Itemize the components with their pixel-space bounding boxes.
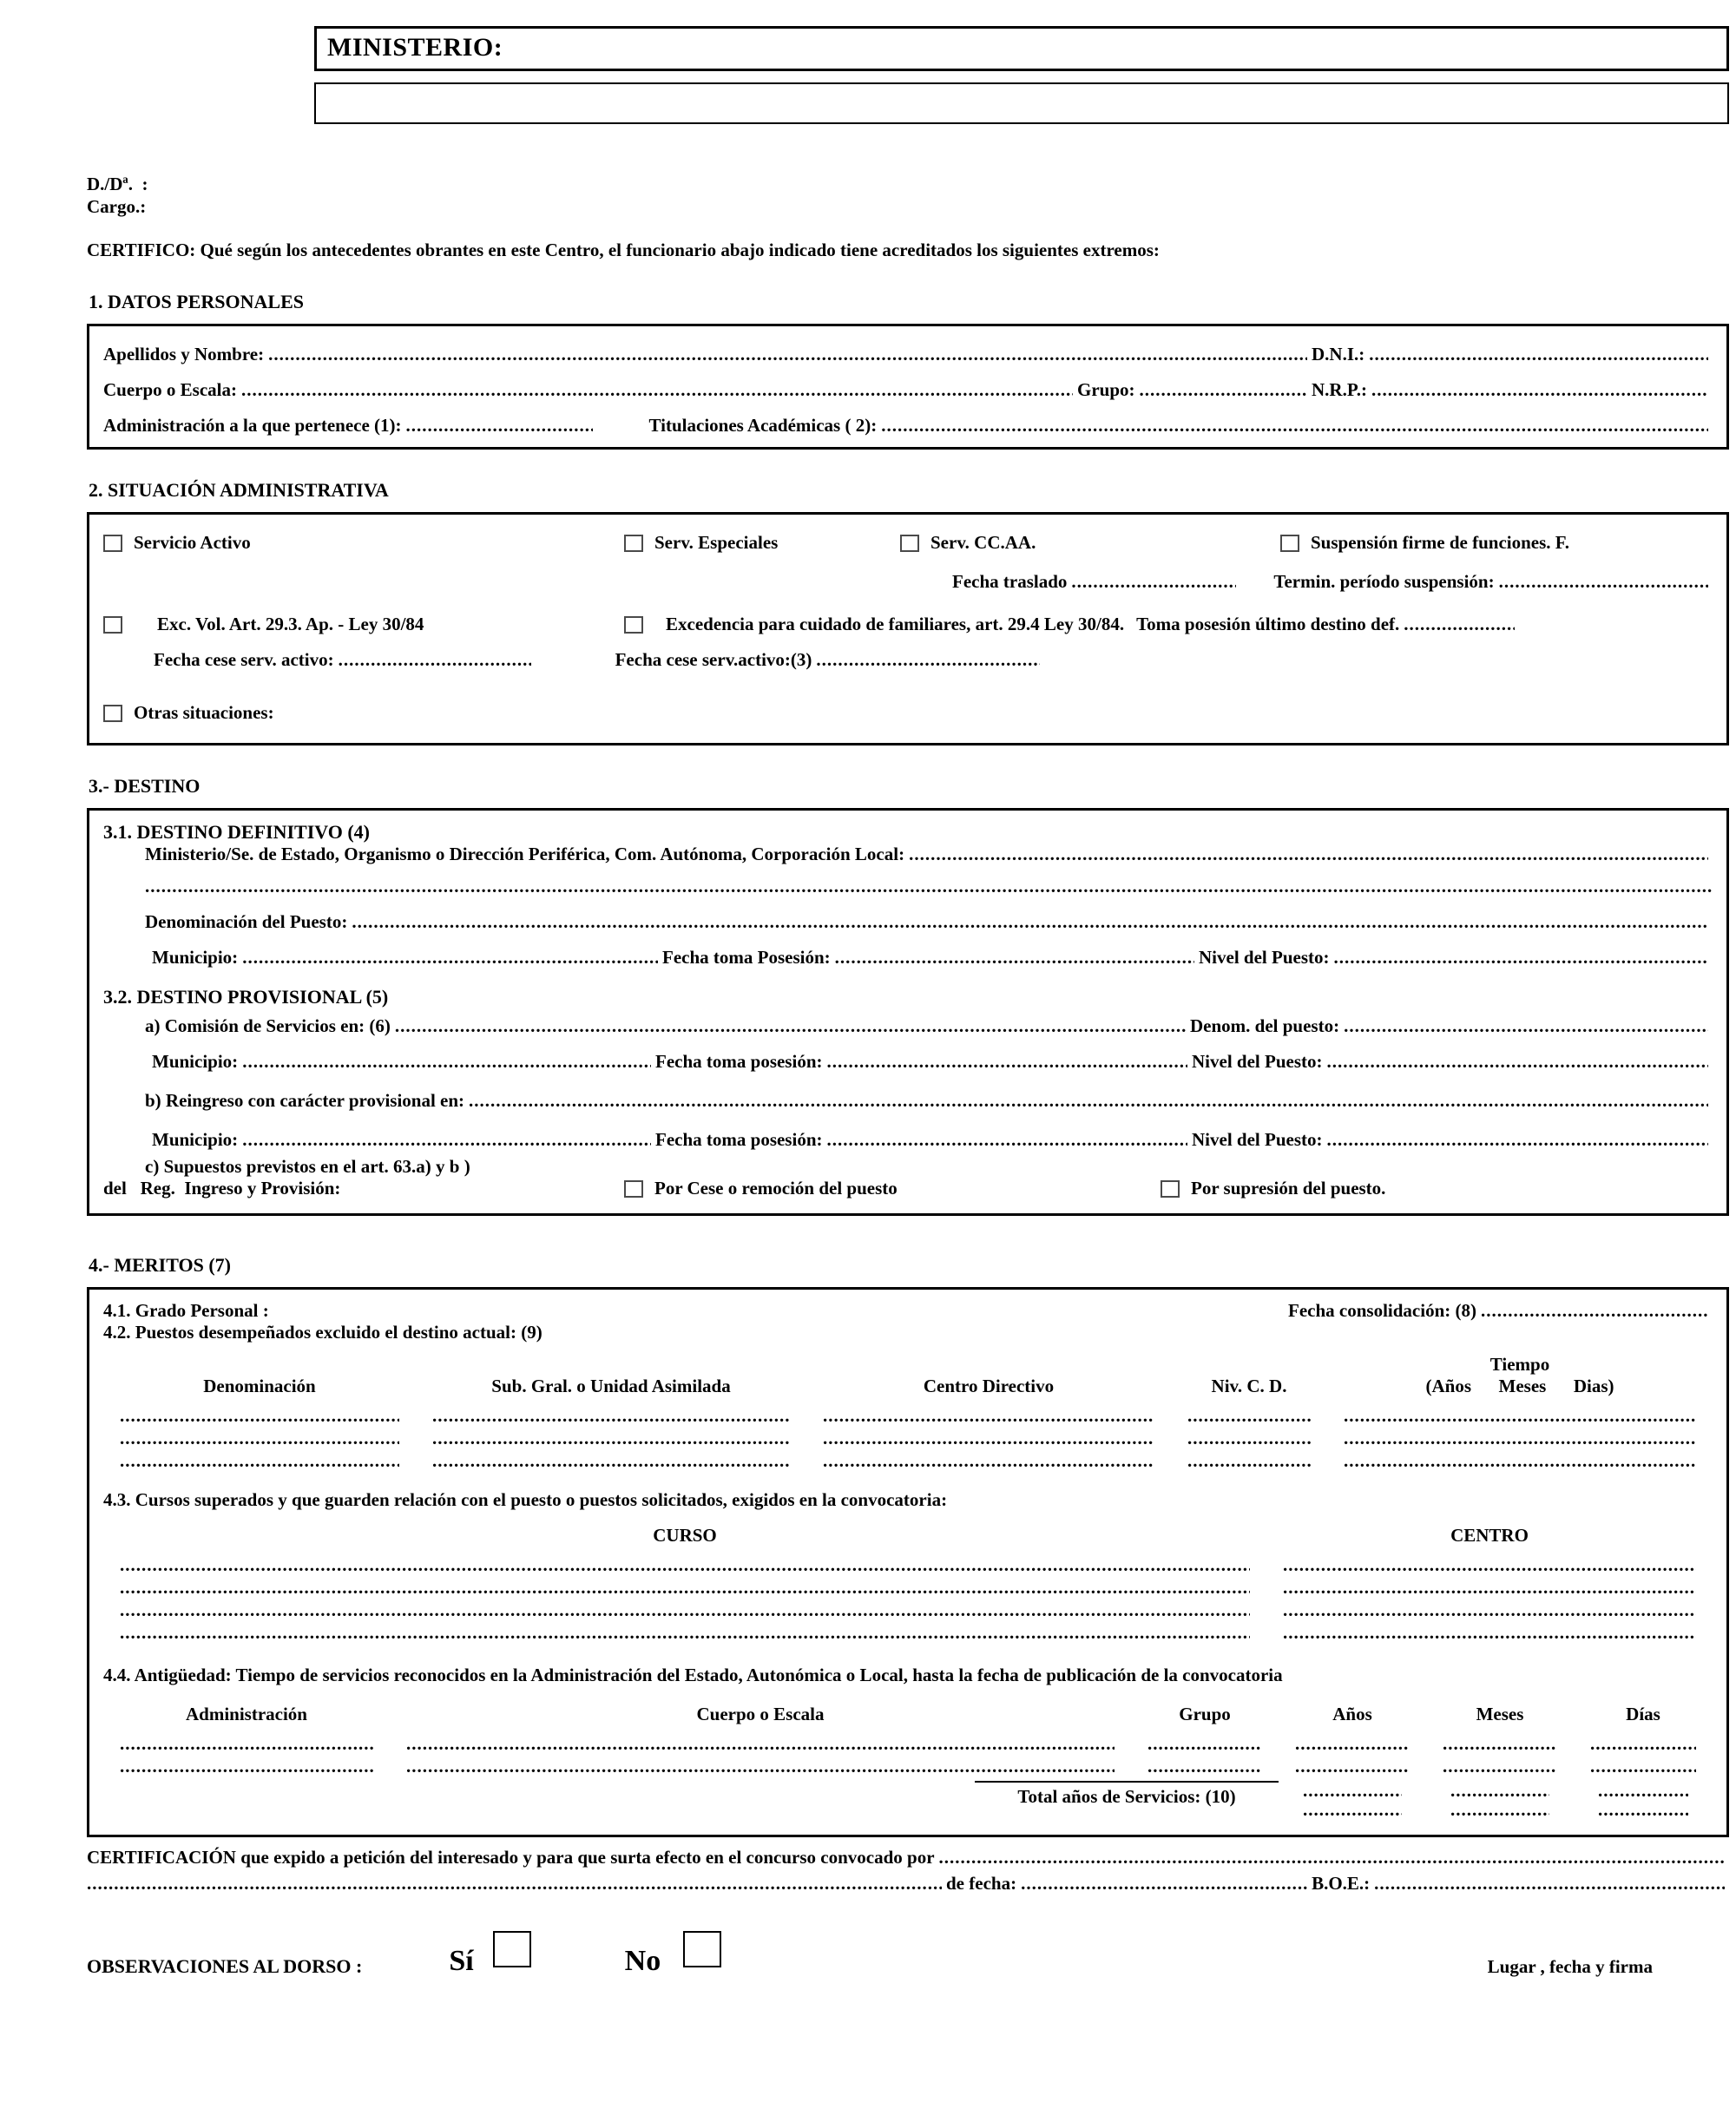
certifico-text: CERTIFICO: Qué según los antecedentes obrantes en este Centro, el funcionario abajo indicado tiene acreditados los siguientes extremos: <box>87 240 1160 260</box>
nrp-field[interactable] <box>1371 379 1708 401</box>
fecha-toma-definitivo-field[interactable] <box>835 947 1194 969</box>
reingreso-row <box>145 1090 1713 1112</box>
supuestos-row <box>103 1156 1713 1199</box>
fecha-toma-posesion-label: Fecha toma Posesión: <box>662 947 831 968</box>
denom-puesto-label: Denom. del puesto: <box>1190 1015 1340 1036</box>
col-administracion: Administración <box>185 1704 307 1724</box>
grado-row <box>103 1300 1713 1322</box>
checkbox-observaciones-no[interactable] <box>683 1931 721 1967</box>
col-sub-gral: Sub. Gral. o Unidad Asimilada <box>491 1376 731 1396</box>
col-grupo: Grupo <box>1179 1704 1231 1724</box>
intro-block <box>87 173 1729 261</box>
denominacion-row <box>145 911 1713 933</box>
col-tiempo <box>1327 1354 1713 1397</box>
certificacion-text: CERTIFICACIÓN que expido a petición del interesado y para que surta efecto en el concurso convocado por <box>87 1847 935 1868</box>
fecha-toma-reingreso-field[interactable] <box>827 1129 1188 1151</box>
nivel-comision-field[interactable] <box>1326 1051 1708 1073</box>
administracion-field[interactable] <box>406 415 593 437</box>
antiguedad-row <box>103 1755 1713 1777</box>
section-2-title: 2. SITUACIÓN ADMINISTRATIVA <box>89 479 389 501</box>
exc-vol-label: Exc. Vol. Art. 29.3. Ap. - Ley 30/84 <box>157 614 424 634</box>
comision-servicios-field[interactable] <box>395 1015 1186 1037</box>
puestos-row <box>103 1449 1713 1472</box>
antiguedad-grupo-field[interactable] <box>1147 1732 1262 1755</box>
supuestos-line1: c) Supuestos previstos en el art. 63.a) y b ) <box>145 1156 470 1177</box>
no-label: No <box>624 1945 661 1977</box>
nivel-puesto-label: Nivel del Puesto: <box>1199 947 1330 968</box>
total-anos-field[interactable] <box>1303 1781 1402 1800</box>
supuestos-label-block <box>103 1156 624 1199</box>
fecha-cese-field[interactable] <box>339 649 531 671</box>
cargo-label: Cargo.: <box>87 196 147 217</box>
checkbox-serv-ccaa[interactable] <box>900 535 919 552</box>
total-servicios-label: Total años de Servicios: (10) <box>975 1781 1279 1808</box>
puestos-tiempo-field[interactable] <box>1344 1427 1696 1449</box>
municipio-comision-field[interactable] <box>242 1051 651 1073</box>
curso-field[interactable] <box>120 1553 1250 1576</box>
nivel-puesto-label-2: Nivel del Puesto: <box>1192 1051 1323 1072</box>
antiguedad-anos-field[interactable] <box>1295 1755 1410 1777</box>
municipio-label-3: Municipio: <box>152 1129 239 1150</box>
total-meses-field-2[interactable] <box>1450 1800 1549 1819</box>
serv-ccaa-label: Serv. CC.AA. <box>930 532 1036 553</box>
antiguedad-title-row <box>103 1665 1713 1686</box>
cursos-title: 4.3. Cursos superados y que guarden relación con el puesto o puestos solicitados, exigidos en la convocatoria: <box>103 1489 948 1510</box>
puestos-row <box>103 1427 1713 1449</box>
nivel-definitivo-field[interactable] <box>1333 947 1708 969</box>
col-denominacion: Denominación <box>203 1376 316 1396</box>
datos-personales-box <box>87 324 1729 450</box>
total-servicios-row <box>103 1781 1713 1819</box>
situacion-row-1 <box>103 532 1713 554</box>
puestos-centro-field[interactable] <box>823 1427 1154 1449</box>
curso-field[interactable] <box>120 1621 1250 1644</box>
certificacion-row-2 <box>87 1870 1729 1896</box>
titulaciones-field[interactable] <box>881 415 1708 437</box>
denom-puesto-field[interactable] <box>1344 1015 1708 1037</box>
organismo-field-2[interactable] <box>145 876 1713 897</box>
fecha-traslado-field[interactable] <box>1071 571 1236 593</box>
curso-field[interactable] <box>120 1576 1250 1599</box>
puestos-centro-field[interactable] <box>823 1449 1154 1472</box>
fecha-toma-posesion-label-2: Fecha toma posesión: <box>655 1051 823 1072</box>
nivel-puesto-label-3: Nivel del Puesto: <box>1192 1129 1323 1150</box>
cuerpo-row <box>103 379 1713 401</box>
col-anos: Años <box>1332 1704 1372 1724</box>
cursos-title-row <box>103 1489 1713 1511</box>
antiguedad-cuerpo-field[interactable] <box>406 1755 1115 1777</box>
antiguedad-header-row <box>103 1704 1713 1725</box>
puestos-subgral-field[interactable] <box>432 1427 790 1449</box>
curso-header: CURSO <box>653 1525 717 1546</box>
certificacion-block <box>87 1844 1729 1896</box>
d-da-label: D./Dª. : <box>87 174 148 194</box>
municipio-reingreso-row <box>152 1129 1713 1151</box>
puestos-subgral-field[interactable] <box>432 1449 790 1472</box>
denominacion-puesto-field[interactable] <box>352 911 1708 933</box>
antiguedad-anos-field[interactable] <box>1295 1732 1410 1755</box>
centro-field[interactable] <box>1283 1599 1696 1621</box>
fecha-cese-3-field[interactable] <box>816 649 1040 671</box>
curso-row <box>103 1599 1713 1621</box>
puestos-nivel-field[interactable] <box>1187 1449 1311 1472</box>
por-supresion-label: Por supresión del puesto. <box>1191 1178 1386 1199</box>
fecha-cese-label: Fecha cese serv. activo: <box>154 649 334 670</box>
checkbox-observaciones-si[interactable] <box>493 1931 531 1967</box>
municipio-label: Municipio: <box>152 947 239 968</box>
antiguedad-title: 4.4. Antigüedad: Tiempo de servicios reconocidos en la Administración del Estado, Autonómica o Local, hasta la fecha de publicación de la convocatoria <box>103 1665 1283 1685</box>
antiguedad-administracion-field[interactable] <box>120 1755 373 1777</box>
reingreso-field[interactable] <box>469 1090 1708 1112</box>
organismo-row-2 <box>145 876 1713 897</box>
total-anos-field-2[interactable] <box>1303 1800 1402 1819</box>
por-cese-label: Por Cese o remoción del puesto <box>654 1178 898 1199</box>
curso-field[interactable] <box>120 1599 1250 1621</box>
antiguedad-meses-field[interactable] <box>1443 1732 1557 1755</box>
puestos-denominacion-field[interactable] <box>120 1427 399 1449</box>
ministerio-label: MINISTERIO: <box>327 33 503 62</box>
antiguedad-row <box>103 1732 1713 1755</box>
dni-field[interactable] <box>1369 344 1708 365</box>
grupo-label: Grupo: <box>1077 379 1135 400</box>
lugar-fecha-firma-label: Lugar , fecha y firma <box>1487 1956 1653 1977</box>
apellidos-label: Apellidos y Nombre: <box>103 344 265 365</box>
checkbox-por-cese[interactable] <box>624 1180 643 1198</box>
total-dias-field-2[interactable] <box>1598 1800 1688 1819</box>
puestos-nivel-field[interactable] <box>1187 1427 1311 1449</box>
ministerio-entry-box[interactable] <box>314 82 1729 124</box>
col-centro-directivo: Centro Directivo <box>923 1376 1055 1396</box>
destino-box <box>87 808 1729 1216</box>
cursos-header-row <box>103 1525 1713 1547</box>
antiguedad-dias-field[interactable] <box>1590 1755 1696 1777</box>
col-dias: Días <box>1626 1704 1660 1724</box>
organismo-label: Ministerio/Se. de Estado, Organismo o Dirección Periférica, Com. Autónoma, Corporación Local: <box>145 844 905 864</box>
concurso-field[interactable] <box>939 1844 1725 1870</box>
boe-label: B.O.E.: <box>1312 1873 1371 1894</box>
concurso-field-2[interactable] <box>87 1870 942 1896</box>
puestos-title: 4.2. Puestos desempeñados excluido el destino actual: (9) <box>103 1322 542 1343</box>
curso-row <box>103 1621 1713 1644</box>
tiempo-header: Tiempo <box>1489 1354 1550 1375</box>
municipio-comision-row <box>152 1051 1713 1073</box>
termin-suspension-label: Termin. período suspensión: <box>1273 571 1495 592</box>
comision-servicios-label: a) Comisión de Servicios en: (6) <box>145 1015 391 1036</box>
total-meses-field[interactable] <box>1450 1781 1549 1800</box>
puestos-title-row <box>103 1322 1713 1343</box>
puestos-subgral-field[interactable] <box>432 1404 790 1427</box>
puestos-centro-field[interactable] <box>823 1404 1154 1427</box>
boe-field[interactable] <box>1374 1870 1725 1896</box>
otras-situaciones-label: Otras situaciones: <box>134 702 274 723</box>
checkbox-servicio-activo[interactable] <box>103 535 122 552</box>
antiguedad-meses-field[interactable] <box>1443 1755 1557 1777</box>
certificacion-row-1 <box>87 1844 1729 1870</box>
form-header <box>87 26 1729 124</box>
destino-provisional-title: 3.2. DESTINO PROVISIONAL (5) <box>103 986 389 1008</box>
fecha-consolidacion-field[interactable] <box>1481 1300 1708 1322</box>
municipio-label-2: Municipio: <box>152 1051 239 1072</box>
checkbox-serv-especiales[interactable] <box>624 535 643 552</box>
section-4-title: 4.- MERITOS (7) <box>89 1254 231 1276</box>
curso-row <box>103 1576 1713 1599</box>
antiguedad-dias-field[interactable] <box>1590 1732 1696 1755</box>
meritos-box <box>87 1287 1729 1837</box>
col-cuerpo-escala: Cuerpo o Escala <box>696 1704 825 1724</box>
de-fecha-field[interactable] <box>1021 1870 1307 1896</box>
fecha-cese-3-label: Fecha cese serv.activo:(3) <box>615 649 812 670</box>
titulaciones-label: Titulaciones Académicas ( 2): <box>648 415 878 436</box>
situacion-row-3 <box>103 614 1713 635</box>
puestos-header-row <box>103 1354 1713 1397</box>
curso-row <box>103 1553 1713 1576</box>
servicio-activo-label: Servicio Activo <box>134 532 251 553</box>
checkbox-otras-situaciones[interactable] <box>103 705 122 722</box>
puestos-denominacion-field[interactable] <box>120 1449 399 1472</box>
cuerpo-escala-label: Cuerpo o Escala: <box>103 379 237 400</box>
grado-personal-label: 4.1. Grado Personal : <box>103 1300 269 1321</box>
serv-especiales-label: Serv. Especiales <box>654 532 779 553</box>
puestos-denominacion-field[interactable] <box>120 1404 399 1427</box>
comision-row <box>145 1015 1713 1037</box>
suspension-firme-label: Suspensión firme de funciones. F. <box>1311 532 1569 553</box>
municipio-definitivo-row <box>152 947 1713 969</box>
municipio-definitivo-field[interactable] <box>242 947 658 969</box>
fecha-traslado-label: Fecha traslado <box>952 571 1068 592</box>
cuerpo-escala-field[interactable] <box>241 379 1073 401</box>
apellidos-field[interactable] <box>268 344 1307 365</box>
termin-suspension-field[interactable] <box>1499 571 1708 593</box>
fecha-toma-comision-field[interactable] <box>827 1051 1188 1073</box>
supuestos-line2: del Reg. Ingreso y Provisión: <box>103 1178 341 1199</box>
administracion-label: Administración a la que pertenece (1): <box>103 415 402 436</box>
antiguedad-administracion-field[interactable] <box>120 1732 373 1755</box>
si-label: Sí <box>449 1945 474 1977</box>
section-1-title: 1. DATOS PERSONALES <box>89 291 304 312</box>
reingreso-label: b) Reingreso con carácter provisional en: <box>145 1090 465 1111</box>
ministerio-box <box>314 26 1729 71</box>
antiguedad-grupo-field[interactable] <box>1147 1755 1262 1777</box>
fecha-consolidacion-label: Fecha consolidación: (8) <box>1288 1300 1476 1321</box>
col-meses: Meses <box>1476 1704 1524 1724</box>
checkbox-por-supresion[interactable] <box>1161 1180 1180 1198</box>
puestos-row <box>103 1404 1713 1427</box>
centro-field[interactable] <box>1283 1621 1696 1644</box>
toma-posesion-field[interactable] <box>1404 614 1515 635</box>
de-fecha-label: de fecha: <box>946 1873 1017 1894</box>
observaciones-dorso-label: OBSERVACIONES AL DORSO : <box>87 1955 363 1977</box>
centro-field[interactable] <box>1283 1576 1696 1599</box>
municipio-reingreso-field[interactable] <box>242 1129 651 1151</box>
toma-posesion-label: Toma posesión último destino def. <box>1136 614 1400 634</box>
puestos-tiempo-field[interactable] <box>1344 1449 1696 1472</box>
grupo-field[interactable] <box>1140 379 1307 401</box>
checkbox-suspension-firme[interactable] <box>1280 535 1299 552</box>
situacion-row-4 <box>103 649 1713 671</box>
denominacion-puesto-label: Denominación del Puesto: <box>145 911 348 932</box>
destino-definitivo-title: 3.1. DESTINO DEFINITIVO (4) <box>103 821 370 843</box>
tiempo-subheader: (Años Meses Dias) <box>1425 1376 1614 1396</box>
antiguedad-cuerpo-field[interactable] <box>406 1732 1115 1755</box>
situacion-row-2 <box>103 571 1713 593</box>
dni-label: D.N.I.: <box>1312 344 1365 365</box>
puestos-nivel-field[interactable] <box>1187 1404 1311 1427</box>
footer-row <box>87 1941 1729 1978</box>
excedencia-familiares-label: Excedencia para cuidado de familiares, art. 29.4 Ley 30/84. <box>666 614 1125 634</box>
centro-header: CENTRO <box>1450 1525 1529 1546</box>
organismo-row <box>145 844 1713 865</box>
situacion-box <box>87 512 1729 745</box>
administracion-row <box>103 415 1713 437</box>
centro-field[interactable] <box>1283 1553 1696 1576</box>
section-3-title: 3.- DESTINO <box>89 775 201 797</box>
apellidos-row <box>103 344 1713 365</box>
nrp-label: N.R.P.: <box>1312 379 1367 400</box>
puestos-tiempo-field[interactable] <box>1344 1404 1696 1427</box>
fecha-toma-posesion-label-3: Fecha toma posesión: <box>655 1129 823 1150</box>
checkbox-exc-vol[interactable] <box>103 616 122 634</box>
nivel-reingreso-field[interactable] <box>1326 1129 1708 1151</box>
total-dias-field[interactable] <box>1598 1781 1688 1800</box>
situacion-row-5 <box>103 702 1713 724</box>
col-niv-cd: Niv. C. D. <box>1211 1376 1287 1396</box>
organismo-field[interactable] <box>909 844 1708 865</box>
checkbox-excedencia-familiares[interactable] <box>624 616 643 634</box>
